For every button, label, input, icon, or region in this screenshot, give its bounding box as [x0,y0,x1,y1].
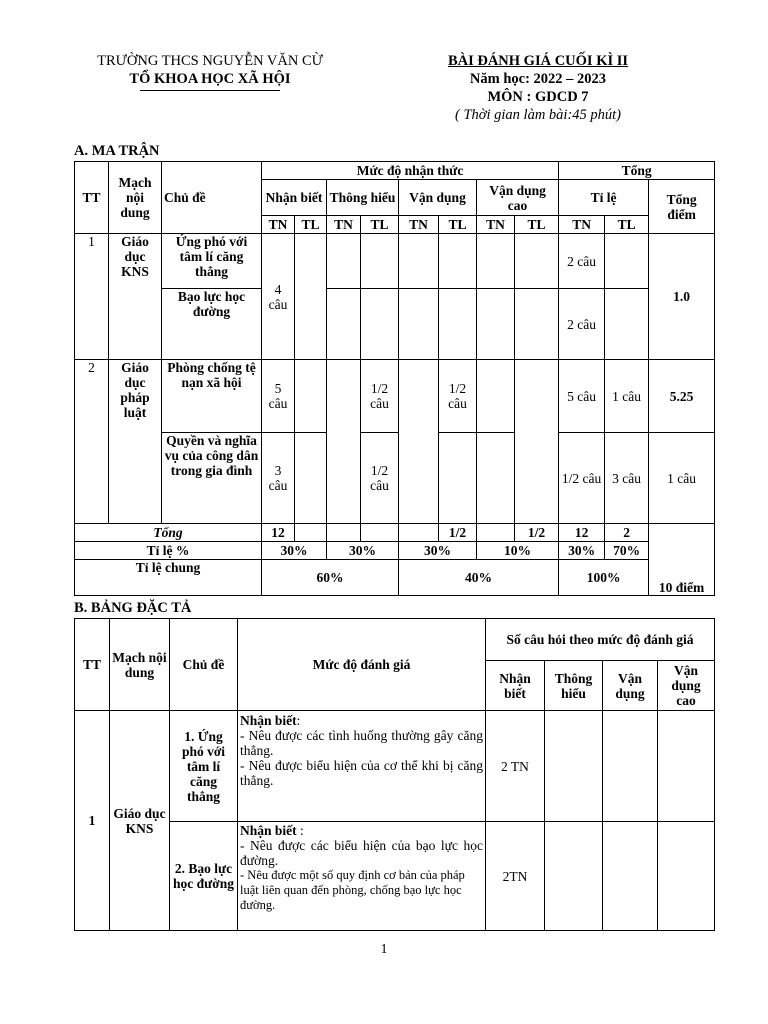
row2b-tile-tl: 1 câu [649,433,715,524]
department-name: TỔ KHOA HỌC XÃ HỘI [129,71,291,87]
row1-chude-1: Ứng phó với tâm lí căng thẳng [162,234,262,289]
subcol-tn: TN [262,216,295,234]
row2-chude-1: Phòng chống tệ nạn xã hội [162,360,262,433]
overall-ratio-a: 60% [262,560,399,596]
spec-col-mucdo: Mức độ đánh giá [238,619,486,711]
total-nb-tn: 12 [262,524,295,542]
row2a-nb-tn: 5 câu [262,360,295,433]
col-tongdiem: Tổng điểm [649,180,715,234]
row1-diem: 1.0 [649,234,715,360]
spec-row1-desc-1 [238,711,486,822]
spec-col-chude: Chủ đề [170,619,238,711]
row2a-vd-tl: 1/2 câu [439,360,477,433]
ratio-tl: 70% [605,542,649,560]
row2a-tile-tn: 5 câu [559,360,605,433]
school-header [60,52,360,91]
row1-tt: 1 [75,234,109,360]
subcol-tl: TL [295,216,327,234]
col-tt: TT [75,162,109,234]
subcol-tn: TN [477,216,515,234]
spec-row1-chude-2: 2. Bạo lực học đường [170,822,238,931]
subcol-tl: TL [515,216,559,234]
subcol-tn: TN [399,216,439,234]
total-tile-tn: 12 [559,524,605,542]
ratio-vdc: 10% [477,542,559,560]
total-diem: 10 điểm [649,524,715,596]
row1-tile-tn-2: 2 câu [559,289,605,360]
exam-title: BÀI ĐÁNH GIÁ CUỐI KÌ II [447,53,629,69]
row2-tt: 2 [75,360,109,524]
total-vdc-tl: 1/2 [515,524,559,542]
spec-col-socau: Số câu hỏi theo mức độ đánh giá [486,619,715,661]
row1-chude-2: Bạo lực học đường [162,289,262,360]
desc-line: - Nêu được một số quy định cơ bản của pháp luật liên quan đến phòng, chống bạo lực học đường. [240,868,465,912]
row2a-diem: 5.25 [649,360,715,433]
total-vd-tl: 1/2 [439,524,477,542]
exam-header [418,52,658,124]
subject: MÔN : GDCD 7 [487,89,589,105]
spec-row1-nb-2: 2TN [486,822,545,931]
matrix-table [74,161,715,596]
spec-row1-mach: Giáo dục KNS [110,711,170,931]
col-nhanbiet: Nhận biết [262,180,327,216]
row1-nb-tn: 4 câu [262,234,295,360]
col-mach: Mạch nội dung [109,162,162,234]
col-chude: Chủ đề [162,162,262,234]
level-heading: Nhận biết [240,823,297,838]
col-tong: Tổng [559,162,715,180]
desc-line: - Nêu được các tình huống thường gây căng thẳng. [240,728,483,758]
spec-row1-chude-1: 1. Ứng phó với tâm lí căng thẳng [170,711,238,822]
spec-col-thonghieu: Thông hiểu [545,661,603,711]
subcol-tn: TN [327,216,361,234]
row1-tile-tn-1: 2 câu [559,234,605,289]
row2-chude-2: Quyền và nghĩa vụ của công dân trong gia đình [162,433,262,524]
spec-col-nhanbiet: Nhận biết [486,661,545,711]
subcol-tl: TL [361,216,399,234]
row2b-vdc-tl: 1/2 câu [559,433,605,524]
col-mucdo: Mức độ nhận thức [262,162,559,180]
level-colon: : [296,823,304,838]
subcol-tl: TL [605,216,649,234]
spec-row1-nb-1: 2 TN [486,711,545,822]
overall-ratio-c: 100% [559,560,649,596]
spec-row1-desc-2 [238,822,486,931]
ratio-nb: 30% [262,542,327,560]
ratio-th: 30% [327,542,399,560]
ratio-label: Tỉ lệ % [75,542,262,560]
total-tile-tl: 2 [605,524,649,542]
level-colon: : [296,713,301,728]
desc-line: - Nêu được các biểu hiện của bạo lực học đường. [240,838,483,868]
subcol-tl: TL [439,216,477,234]
row2a-tile-tl: 1 câu [605,360,649,433]
row2b-th-tl: 1/2 câu [361,433,399,524]
col-thonghieu: Thông hiểu [327,180,399,216]
row2b-nb-tn: 3 câu [262,433,295,524]
col-vandungcao: Vận dụng cao [477,180,559,216]
overall-ratio-label: Tỉ lệ chung [75,560,262,596]
school-year: Năm học: 2022 – 2023 [469,71,607,87]
school-name: TRƯỜNG THCS NGUYỄN VĂN CỪ [97,53,323,69]
spec-row1-tt: 1 [75,711,110,931]
spec-col-tt: TT [75,619,110,711]
spec-col-vandung: Vận dụng [603,661,658,711]
desc-line: - Nêu được biểu hiện của cơ thể khi bị căng thẳng. [240,758,483,788]
row2b-tile-tn: 3 câu [605,433,649,524]
row2-mach: Giáo dục pháp luật [109,360,162,524]
header-underline [140,90,280,91]
total-label: Tổng [75,524,262,542]
spec-col-mach: Mạch nội dung [110,619,170,711]
page-number: 1 [380,942,388,957]
overall-ratio-b: 40% [399,560,559,596]
level-heading: Nhận biết [240,713,297,728]
duration: ( Thời gian làm bài:45 phút) [454,107,622,123]
row1-mach: Giáo dục KNS [109,234,162,360]
col-vandung: Vận dụng [399,180,477,216]
row2a-th-tl: 1/2 câu [361,360,399,433]
col-tile: Tỉ lệ [559,180,649,216]
spec-col-vandungcao: Vận dụng cao [658,661,715,711]
specification-table [74,618,715,931]
section-b-title: B. BẢNG ĐẶC TẢ [74,600,192,616]
ratio-vd: 30% [399,542,477,560]
ratio-tn: 30% [559,542,605,560]
subcol-tn: TN [559,216,605,234]
section-a-title: A. MA TRẬN [74,143,160,159]
